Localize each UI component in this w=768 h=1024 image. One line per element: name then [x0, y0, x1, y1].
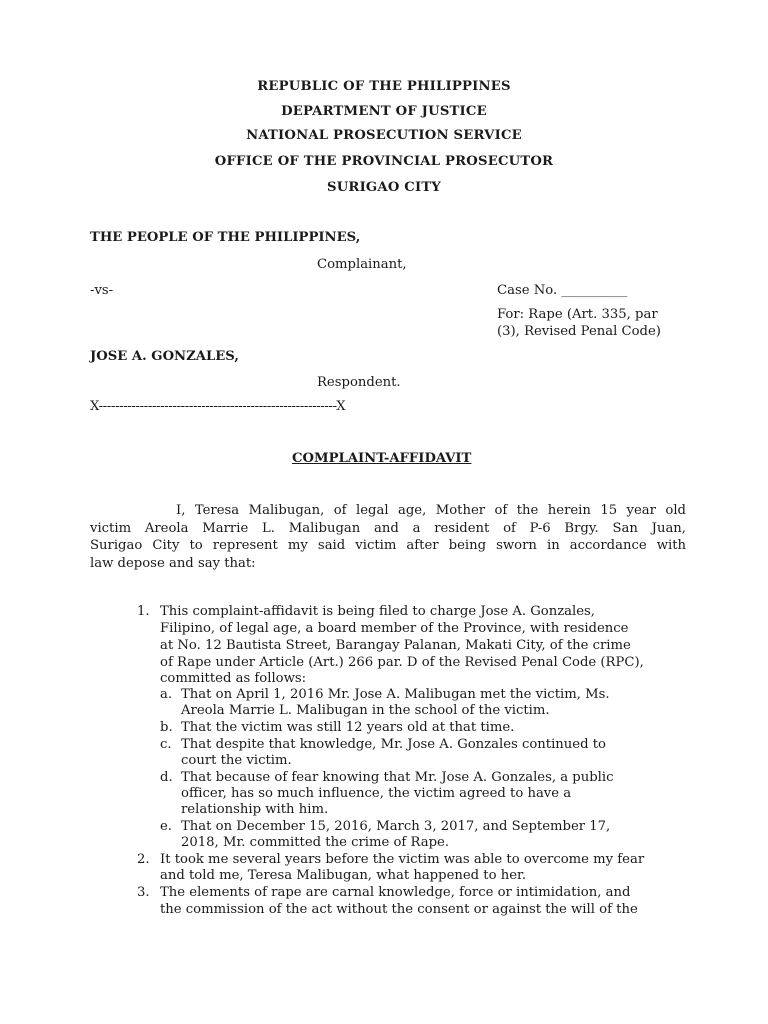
header-republic: REPUBLIC OF THE PHILIPPINES: [257, 79, 511, 94]
header-city: SURIGAO CITY: [326, 180, 442, 195]
sub-a-letter: a.: [160, 687, 173, 702]
complainant-label: Complainant,: [317, 257, 407, 272]
intro-line-2: victim Areola Marrie L. Malibugan and a resident of P-6 Brgy. San Juan,: [90, 520, 686, 536]
document-title: COMPLAINT-AFFIDAVIT: [292, 451, 472, 466]
intro-line-3: Surigao City to represent my said victim after being sworn in accordance with: [90, 538, 686, 553]
intro-paragraph: [90, 502, 686, 572]
sub-e-line-2: 2018, Mr. committed the crime of Rape.: [181, 835, 450, 850]
sub-c-line-1: That despite that knowledge, Mr. Jose A. Gonzales continued to: [181, 737, 606, 752]
versus-label: -vs-: [90, 283, 114, 298]
item-1-line-4: of Rape under Article (Art.) 266 par. D of the Revised Penal Code (RPC),: [160, 655, 644, 670]
sub-d-line-3: relationship with him.: [181, 802, 329, 817]
sub-c-line-2: court the victim.: [181, 753, 292, 768]
item-2-line-1: It took me several years before the victim was able to overcome my fear: [160, 852, 645, 867]
header-department: DEPARTMENT OF JUSTICE: [281, 104, 487, 119]
sub-d-letter: d.: [160, 770, 173, 785]
item-3-number: 3.: [137, 885, 150, 900]
caption-separator: X----------------------------------------------------------X: [90, 399, 346, 414]
sub-d-line-2: officer, has so much influence, the victim agreed to have a: [181, 786, 572, 801]
item-1-number: 1.: [137, 604, 150, 619]
item-2-number: 2.: [137, 852, 150, 867]
sub-a-line-2: Areola Marrie L. Malibugan in the school of the victim.: [181, 703, 550, 718]
header-prosecution-service: NATIONAL PROSECUTION SERVICE: [246, 128, 522, 143]
item-2-line-2: and told me, Teresa Malibugan, what happened to her.: [160, 868, 527, 883]
sub-e-line-1: That on December 15, 2016, March 3, 2017, and September 17,: [181, 819, 611, 834]
sub-d-line-1: That because of fear knowing that Mr. Jose A. Gonzales, a public: [181, 770, 614, 785]
item-1-line-2: Filipino, of legal age, a board member of the Province, with residence: [160, 621, 629, 636]
respondent-label: Respondent.: [317, 375, 401, 390]
sub-b-letter: b.: [160, 720, 173, 735]
sub-a-line-1: That on April 1, 2016 Mr. Jose A. Malibugan met the victim, Ms.: [181, 687, 610, 702]
item-3-line-1: The elements of rape are carnal knowledge, force or intimidation, and: [160, 885, 631, 900]
case-number: Case No. __________: [497, 283, 628, 298]
sub-b-line-1: That the victim was still 12 years old at that time.: [181, 720, 515, 735]
item-1-line-5: committed as follows:: [160, 671, 307, 686]
intro-line-1: I, Teresa Malibugan, of legal age, Mother of the herein 15 year old: [176, 503, 686, 518]
header-office: OFFICE OF THE PROVINCIAL PROSECUTOR: [214, 154, 554, 169]
intro-line-4: law depose and say that:: [90, 555, 256, 571]
item-1-line-1: This complaint-affidavit is being filed to charge Jose A. Gonzales,: [160, 604, 595, 619]
sub-c-letter: c.: [160, 737, 172, 752]
charge-line-2: (3), Revised Penal Code): [497, 324, 661, 339]
item-1-line-3: at No. 12 Bautista Street, Barangay Palanan, Makati City, of the crime: [160, 638, 631, 653]
sub-e-letter: e.: [160, 819, 172, 834]
complainant-party: THE PEOPLE OF THE PHILIPPINES,: [90, 230, 361, 245]
charge-line-1: For: Rape (Art. 335, par: [497, 307, 658, 322]
respondent-party: JOSE A. GONZALES,: [90, 349, 239, 364]
item-3-line-2: the commission of the act without the consent or against the will of the: [160, 902, 638, 917]
